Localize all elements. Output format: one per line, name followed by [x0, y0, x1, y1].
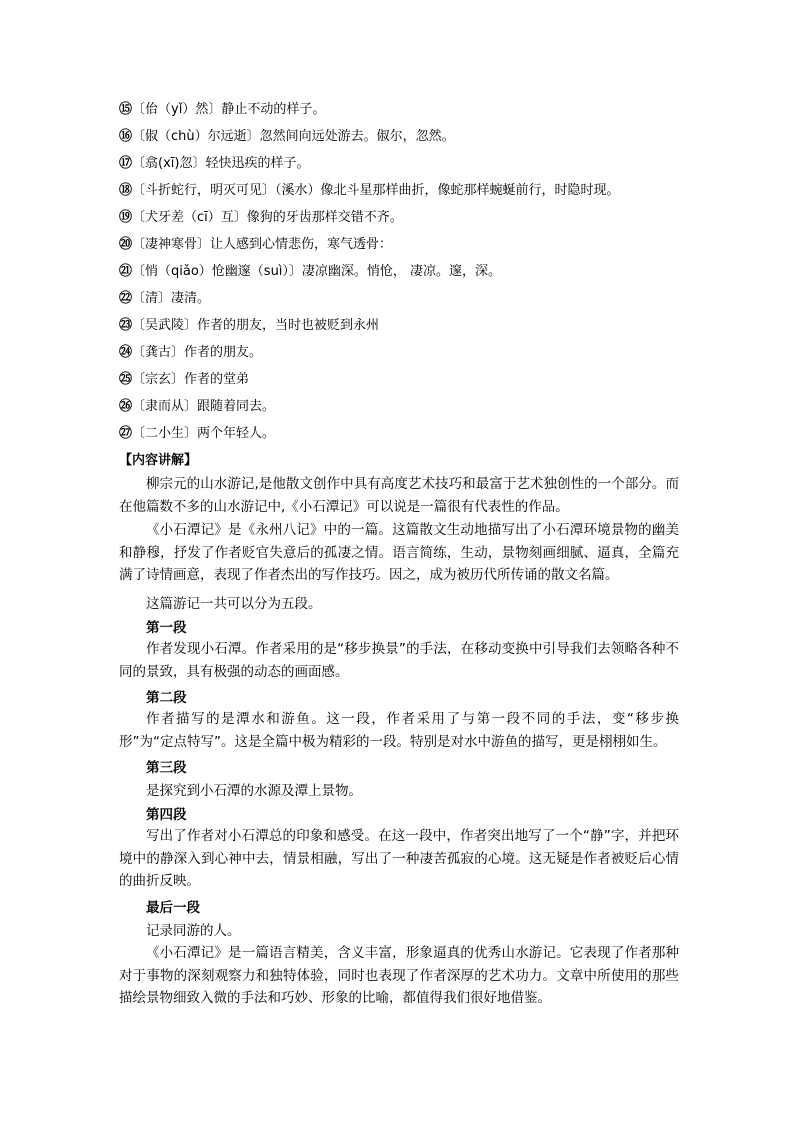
- segment-4-title: 第四段: [146, 807, 187, 823]
- intro-paragraph-1: 柳宗元的山水游记,是他散文创作中具有高度艺术技巧和最富于艺术独创性的一个部分。而在他篇数不多的山水游记中,《小石潭记》可以说是一篇很有代表性的作品。: [119, 476, 679, 515]
- footnote-text: 〔隶而从〕跟随着同去。: [132, 399, 276, 414]
- segment-2-text: 作者描写的是潭水和游鱼。这一段，作者采用了与第一段不同的手法，变“移步换形”为“定点特写”。这是全篇中极为精彩的一段。特别是对水中游鱼的描写，更是栩栩如生。: [119, 711, 679, 750]
- footnote-text: 〔佁（yǐ）然〕静止不动的样子。: [132, 102, 326, 117]
- footnote-text: 〔悄（qiǎo）怆幽邃（suì）〕凄凉幽深。悄怆， 凄凉。邃，深。: [132, 264, 502, 279]
- footnote-21: [119, 263, 501, 281]
- section-heading: 【内容讲解】: [119, 453, 198, 468]
- footnote-text: 〔二小生〕两个年轻人。: [132, 426, 276, 441]
- footnote-number: ⑯: [119, 129, 133, 144]
- footnote-number: ⑳: [119, 237, 133, 252]
- segment-3-text: 是探究到小石潭的水源及潭上景物。: [146, 783, 362, 799]
- footnote-number: ㉔: [119, 345, 133, 360]
- footnote-text: 〔清〕凄清。: [132, 291, 211, 306]
- footnote-number: ㉗: [119, 426, 133, 441]
- intro-paragraph-2: 《小石潭记》是《永州八记》中的一篇。这篇散文生动地描写出了小石潭环境景物的幽美和静穆，抒发了作者贬官失意后的孤凄之情。语言简练，生动，景物刻画细腻、逼真，全篇充满了诗情画意，表现了作者杰出的写作技巧。因之，成为被历代所传诵的散文名篇。: [119, 522, 679, 584]
- five-parts-line: 这篇游记一共可以分为五段。: [146, 596, 322, 612]
- footnote-text: 〔犬牙差（cī）互〕像狗的牙齿那样交错不齐。: [132, 210, 403, 225]
- footnote-number: ㉒: [119, 291, 133, 306]
- footnote-text: 〔凄神寒骨〕让人感到心情悲伤，寒气透骨：: [132, 237, 393, 252]
- segment-5-text: 记录同游的人。: [146, 923, 241, 939]
- footnote-text: 〔俶（chù）尔远逝〕忽然间向远处游去。俶尔，忽然。: [132, 129, 455, 144]
- segment-3-title: 第三段: [146, 760, 187, 776]
- conclusion-paragraph: 《小石潭记》是一篇语言精美，含义丰富，形象逼真的优秀山水游记。它表现了作者那种对于事物的深刻观察力和独特体验，同时也表现了作者深厚的艺术功力。文章中所使用的那些描绘景物细致入微的手法和巧妙、形象的比喻，都值得我们很好地借鉴。: [119, 945, 679, 1007]
- segment-1-title: 第一段: [146, 620, 187, 636]
- footnote-20: [119, 236, 392, 254]
- footnote-26: [119, 398, 275, 416]
- footnote-text: 〔龚古〕作者的朋友。: [132, 345, 263, 360]
- footnote-15: [119, 101, 325, 119]
- footnote-27: [119, 425, 275, 443]
- footnote-number: ㉑: [119, 264, 133, 279]
- footnote-number: ㉕: [119, 372, 133, 387]
- segment-1-text: 作者发现小石潭。作者采用的是“移步换景”的手法，在移动变换中引导我们去领略各种不同的景致，具有极强的动态的画面感。: [119, 641, 679, 680]
- segment-2-title: 第二段: [146, 690, 187, 706]
- footnote-22: [119, 290, 210, 308]
- footnote-text: 〔斗折蛇行，明灭可见〕（溪水）像北斗星那样曲折，像蛇那样蜿蜒前行，时隐时现。: [132, 183, 620, 198]
- footnote-17: [119, 155, 309, 173]
- footnote-text: 〔宗玄〕作者的堂弟: [132, 372, 250, 387]
- footnote-number: ⑰: [119, 156, 133, 171]
- footnote-16: [119, 128, 455, 146]
- footnote-number: ㉓: [119, 318, 133, 333]
- footnote-number: ㉖: [119, 399, 133, 414]
- footnote-number: ⑱: [119, 183, 133, 198]
- footnote-23: [119, 317, 379, 335]
- footnote-18: [119, 182, 620, 200]
- footnote-number: ⑲: [119, 210, 133, 225]
- footnote-24: [119, 344, 262, 362]
- footnote-number: ⑮: [119, 102, 133, 117]
- footnote-text: 〔翕(xī)忽〕轻快迅疾的样子。: [132, 156, 310, 171]
- footnote-19: [119, 209, 403, 227]
- segment-5-title: 最后一段: [146, 900, 200, 916]
- footnote-text: 〔吴武陵〕作者的朋友，当时也被贬到永州: [132, 318, 380, 333]
- segment-4-text: 写出了作者对小石潭总的印象和感受。在这一段中，作者突出地写了一个“静”字，并把环境中的静深入到心神中去，情景相融，写出了一种凄苦孤寂的心境。这无疑是作者被贬后心情的曲折反映。: [119, 828, 679, 890]
- footnote-25: [119, 371, 249, 389]
